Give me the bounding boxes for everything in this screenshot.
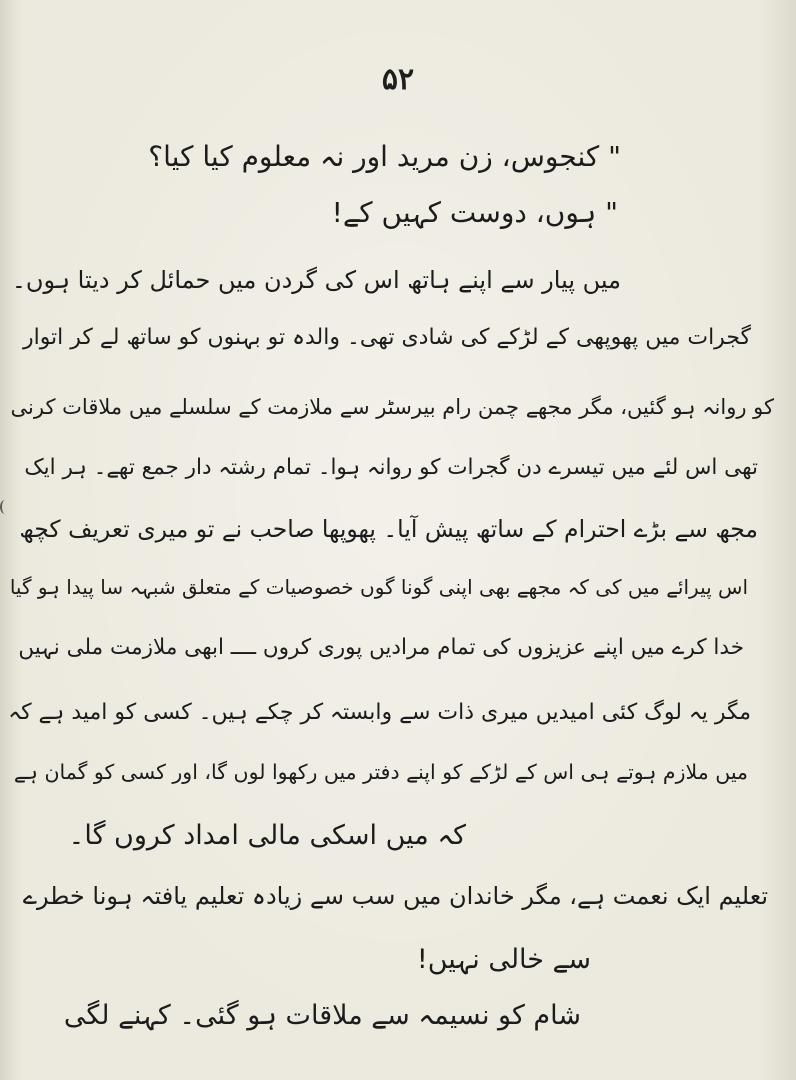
text-line-12: کہ میں اسکی مالی امداد کروں گا۔ xyxy=(68,820,466,851)
text-line-14: سے خالی نہیں! xyxy=(416,944,591,975)
text-line-10: مگر یہ لوگ کئی امیدیں میری ذات سے وابستہ کر چکے ہیں۔ کسی کو امید ہے کہ xyxy=(8,700,751,725)
page-number: ۵۲ xyxy=(381,62,415,97)
text-line-6: تھی اس لئے میں تیسرے دن گجرات کو روانہ ہوا۔ تمام رشتہ دار جمع تھے۔ ہر ایک xyxy=(24,455,758,480)
text-line-7: مجھ سے بڑے احترام کے ساتھ پیش آیا۔ پھوپھا صاحب نے تو میری تعریف کچھ xyxy=(19,515,758,543)
text-line-2: " ہوں، دوست کہیں کے! xyxy=(331,196,618,229)
text-line-4: گجرات میں پھوپھی کے لڑکے کی شادی تھی۔ والدہ تو بہنوں کو ساتھ لے کر اتوار xyxy=(22,325,751,350)
text-line-5: کو روانہ ہو گئیں، مگر مجھے چمن رام بیرسٹر سے ملازمت کے سلسلے میں ملاقات کرنی xyxy=(10,395,774,419)
text-line-11: میں ملازم ہوتے ہی اس کے لڑکے کو اپنے دفتر میں رکھوا لوں گا، اور کسی کو گمان ہے xyxy=(13,760,748,784)
page-edge-mark xyxy=(0,500,10,514)
text-line-3: میں پیار سے اپنے ہاتھ اس کی گردن میں حمائل کر دیتا ہوں۔ xyxy=(11,266,621,294)
text-line-1: " کنجوس، زن مرید اور نہ معلوم کیا کیا؟ xyxy=(148,140,621,173)
text-line-13: تعلیم ایک نعمت ہے، مگر خاندان میں سب سے زیادہ تعلیم یافتہ ہونا خطرے xyxy=(22,882,768,910)
text-line-8: اس پیرائے میں کی کہ مجھے بھی اپنی گونا گوں خصوصیات کے متعلق شبہہ سا پیدا ہو گیا xyxy=(9,575,748,599)
text-line-9: خدا کرے میں اپنے عزیزوں کی تمام مرادیں پوری کروں ــــ ابھی ملازمت ملی نہیں xyxy=(18,635,744,660)
text-line-15: شام کو نسیمہ سے ملاقات ہو گئی۔ کہنے لگی xyxy=(63,1000,581,1031)
